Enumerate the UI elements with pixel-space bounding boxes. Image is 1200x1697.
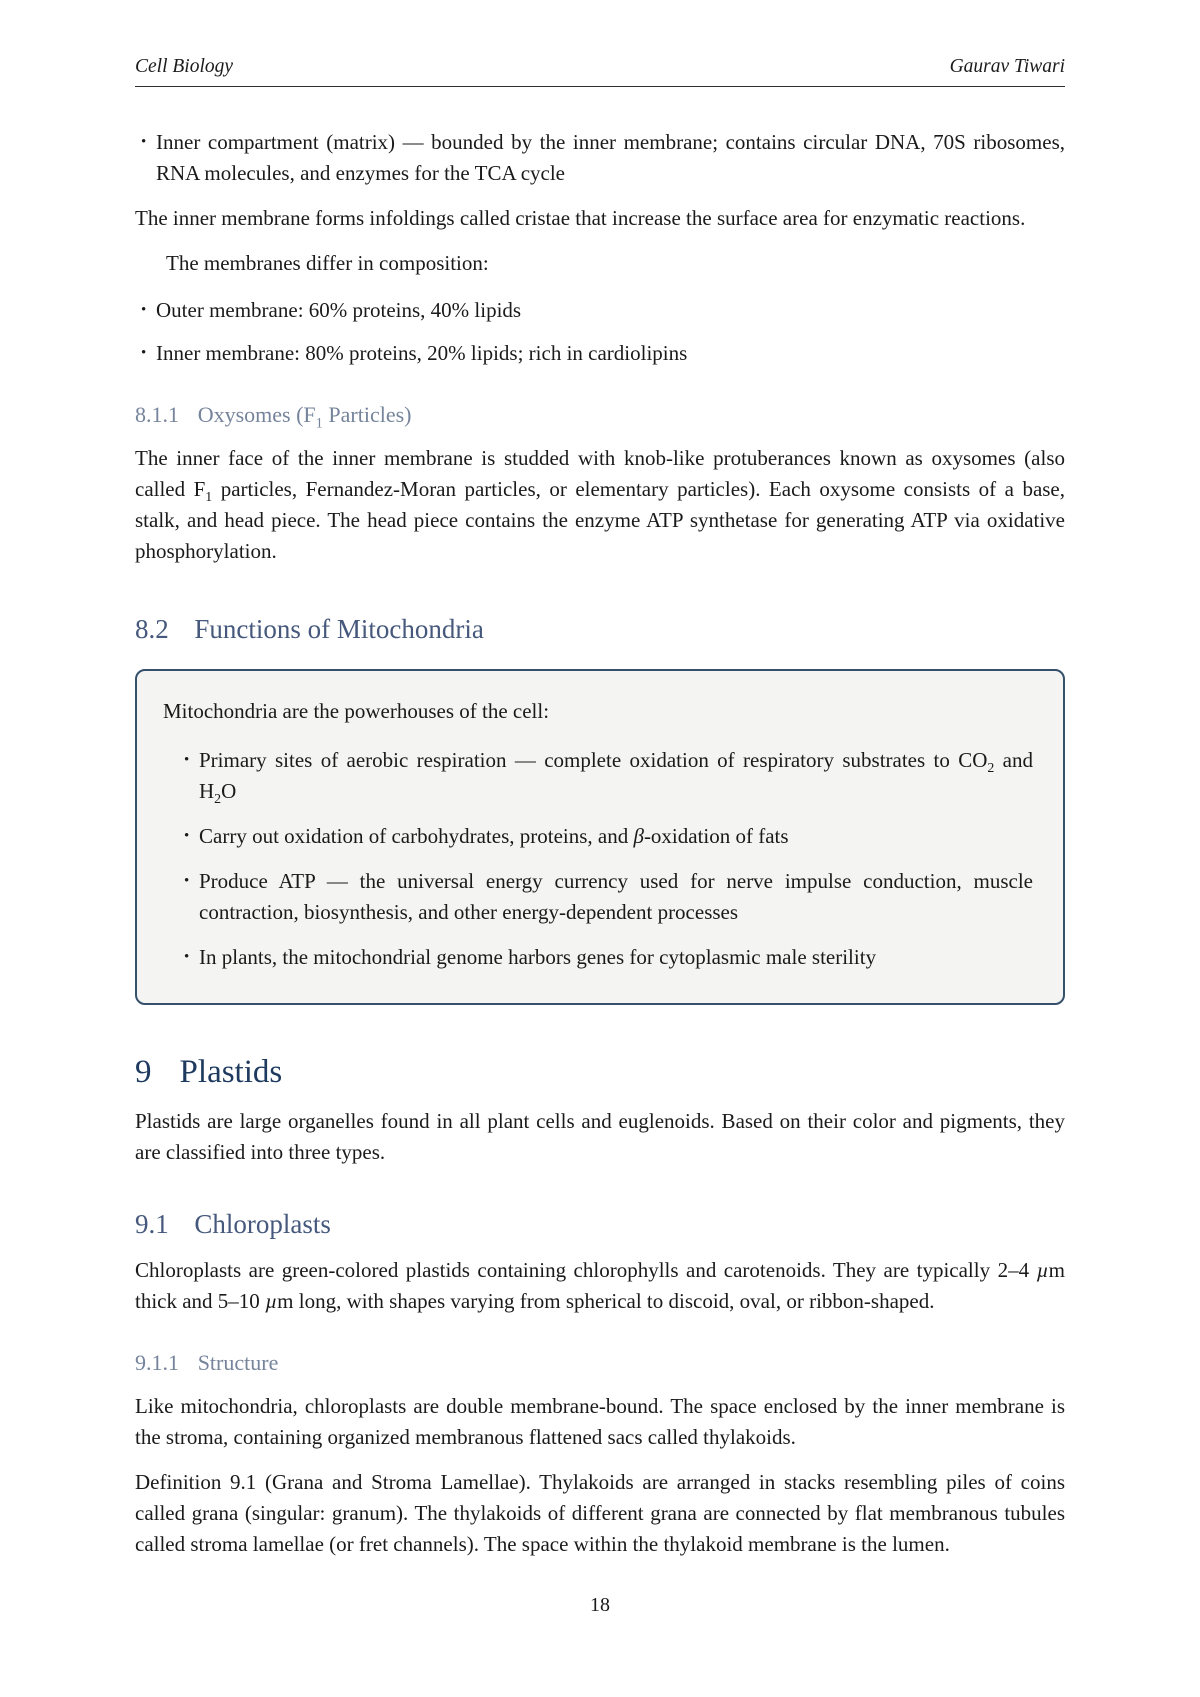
structure-paragraph: Like mitochondria, chloroplasts are double membrane-bound. The space enclosed by the inner membrane is the stroma, containing organized membranous flattened sacs called thylakoids. <box>135 1394 1065 1449</box>
bullet-marker-icon: • <box>184 828 190 844</box>
heading-number: 9.1.1 <box>135 1350 179 1375</box>
list-item <box>178 745 1033 807</box>
box-intro-paragraph: Mitochondria are the powerhouses of the cell: <box>163 699 550 723</box>
heading-number: 8.2 <box>135 614 169 644</box>
heading-number: 9 <box>135 1054 152 1090</box>
bullet-marker-icon: • <box>141 345 147 361</box>
subsection-heading-chloroplasts <box>135 1208 1065 1240</box>
heading-title: Plastids <box>179 1054 283 1090</box>
heading-number: 8.1.1 <box>135 402 179 427</box>
list-item-text: Inner membrane: 80% proteins, 20% lipids; rich in cardiolipins <box>156 341 688 365</box>
oxysomes-paragraph: The inner face of the inner membrane is studded with knob-like protuberances known as oxysomes (also called $F_1$ particles, Fernandez-Moran particles, or elementary particles). Each oxysome consists of a base, stalk, and head piece. The head piece contains the enzyme ATP synthetase for generating ATP via oxidative phosphorylation. <box>135 446 1066 563</box>
list-item-text: Produce ATP — the universal energy currency used for nerve impulse conduction, muscle contraction, biosynthesis, and other energy-dependent processes <box>199 869 1033 924</box>
list-item-text: In plants, the mitochondrial genome harbors genes for cytoplasmic male sterility <box>199 945 877 969</box>
composition-paragraph: The membranes differ in composition: <box>166 251 489 275</box>
plastids-paragraph: Plastids are large organelles found in all plant cells and euglenoids. Based on their color and pigments, they are classified into three types. <box>135 1109 1065 1164</box>
subsubsection-heading-oxysomes <box>135 401 1065 432</box>
subsubsection-heading-structure <box>135 1349 1065 1376</box>
heading-title: Oxysomes ($F_1$ Particles) <box>197 402 412 432</box>
list-item-text: Inner compartment (matrix) — bounded by the inner membrane; contains circular DNA, 70S ribosomes, RNA molecules, and enzymes for the TCA cycle <box>156 130 1065 185</box>
header-left-title: Cell Biology <box>135 56 234 77</box>
bullet-marker-icon: • <box>184 873 190 889</box>
bullet-marker-icon: • <box>141 302 147 318</box>
list-item <box>135 338 1065 369</box>
heading-title: Functions of Mitochondria <box>194 614 484 644</box>
membrane-list <box>135 295 1065 369</box>
bullet-marker-icon: • <box>184 949 190 965</box>
cristae-paragraph: The inner membrane forms infoldings called cristae that increase the surface area for enzymatic reactions. <box>135 206 1026 230</box>
highlight-box <box>135 669 1065 1005</box>
page-body <box>135 127 1065 1560</box>
list-item <box>178 942 1033 973</box>
subsection-heading-functions-of-mitochondria <box>135 613 1065 645</box>
list-item <box>178 866 1033 928</box>
list-item-text: Carry out oxidation of carbohydrates, proteins, and β-oxidation of fats <box>199 824 789 848</box>
list-item <box>178 821 1033 852</box>
section-heading-plastids <box>135 1053 1065 1091</box>
header-right-author: Gaurav Tiwari <box>949 56 1065 77</box>
list-item-text: Outer membrane: 60% proteins, 40% lipids <box>156 298 522 322</box>
heading-number: 9.1 <box>135 1209 169 1239</box>
list-item <box>135 127 1065 189</box>
chloroplasts-paragraph: Chloroplasts are green-colored plastids containing chlorophylls and carotenoids. They are typically 2–4 µm thick and 5–10 µm long, with shapes varying from spherical to discoid, oval, or ribbon-shaped. <box>135 1258 1065 1313</box>
page-number: 18 <box>590 1594 610 1616</box>
heading-title: Chloroplasts <box>194 1209 331 1239</box>
running-header <box>135 56 1065 87</box>
box-list <box>178 745 1033 973</box>
heading-title: Structure <box>197 1350 279 1375</box>
matrix-list <box>135 127 1065 189</box>
definition-paragraph: Definition 9.1 (Grana and Stroma Lamellae). Thylakoids are arranged in stacks resembling piles of coins called grana (singular: granum). The thylakoids of different grana are connected by flat membranous tubules called stroma lamellae (or fret channels). The space within the thylakoid membrane is the lumen. <box>135 1470 1065 1556</box>
bullet-marker-icon: • <box>141 134 147 150</box>
list-item <box>135 295 1065 326</box>
bullet-marker-icon: • <box>184 752 190 768</box>
list-item-text: Primary sites of aerobic respiration — complete oxidation of respiratory substrates to $CO_2$ and $H_2O$ <box>199 748 1034 807</box>
